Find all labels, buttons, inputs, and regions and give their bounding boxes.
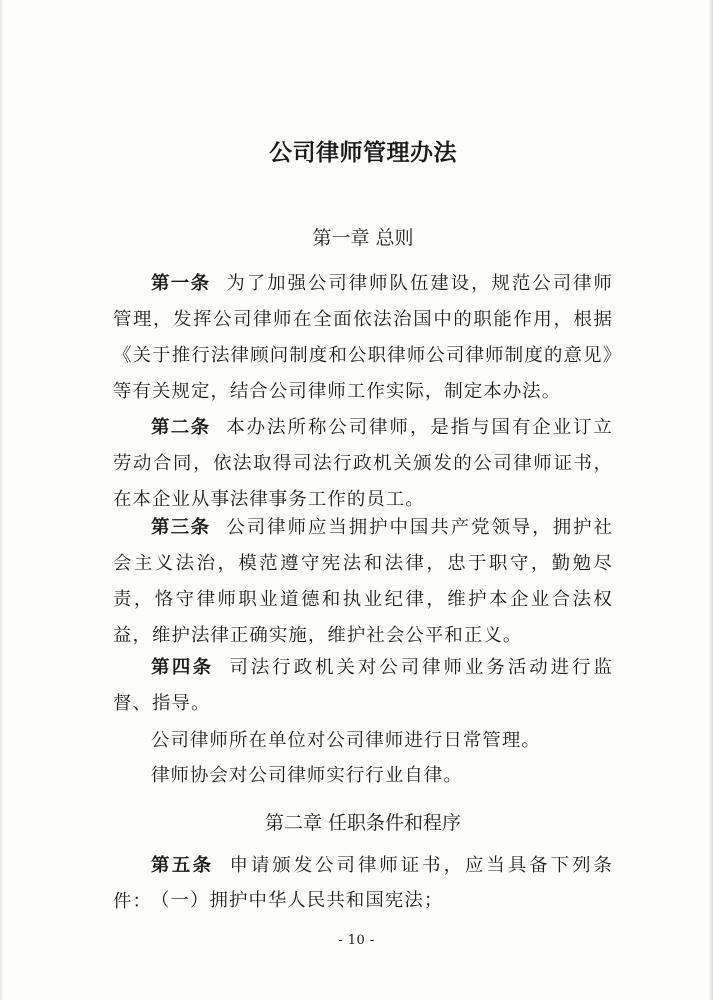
article-3 [113,510,613,654]
chapter-heading-1: 第一章 总则 [312,227,414,249]
page-number: - 10 - [338,933,375,948]
chapter-heading-2: 第二章 任职条件和程序 [264,812,462,834]
article-1 [113,266,613,410]
article-label: 第二条 [151,417,211,438]
article-text: 申请颁发公司律师证书，应当具备下列条件： [113,855,613,912]
article-text: 为了加强公司律师队伍建设，规范公司律师管理，发挥公司律师在全面依法治国中的职能作用，根据《关于推行法律顾问制度和公职律师公司律师制度的意见》等有关规定，结合公司律师工作实际，制定本办法。 [113,273,613,402]
article-label: 第四条 [151,657,214,678]
article-4 [113,650,613,722]
page-left-edge [0,0,3,1000]
article-5-item-1: （一）拥护中华人民共和国宪法； [151,890,444,911]
article-label: 第一条 [151,273,211,294]
article-text: 司法行政机关对公司律师业务活动进行监督、指导。 [113,657,613,714]
article-4-paragraph-3: 律师协会对公司律师实行行业自律。 [151,765,463,786]
article-text: 本办法所称公司律师，是指与国有企业订立劳动合同，依法取得司法行政机关颁发的公司律师证书，在本企业从事法律事务工作的员工。 [113,417,613,510]
document-body [113,0,613,1000]
article-4-paragraph-2: 公司律师所在单位对公司律师进行日常管理。 [151,730,541,751]
document-title: 公司律师管理办法 [269,140,457,166]
article-text: 公司律师应当拥护中国共产党领导，拥护社会主义法治，模范遵守宪法和法律，忠于职守，勤勉尽责，恪守律师职业道德和执业纪律，维护本企业合法权益，维护法律正确实施，维护社会公平和正义。 [113,517,613,646]
article-label: 第三条 [151,517,211,538]
article-2 [113,410,613,518]
article-label: 第五条 [151,855,214,876]
page-right-edge [709,0,713,1000]
